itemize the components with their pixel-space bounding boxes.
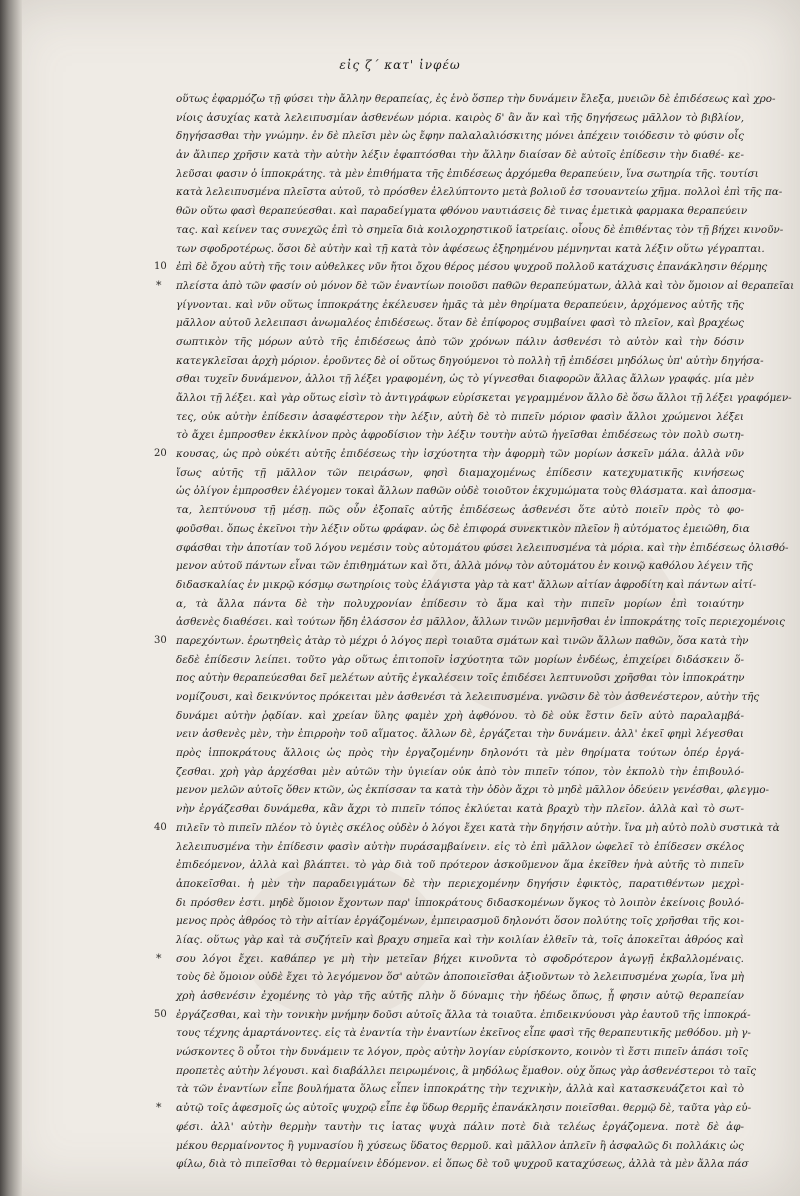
text-line	[176, 894, 744, 913]
text-line	[176, 1118, 744, 1137]
line-number: 30	[154, 634, 167, 646]
line-text: νὴν ἐργάζεσθαι δυνάμεθα, κἂν ἄχρι τὸ πιπεῖν τόπος ἐκλύεται κατὰ βραχὺ τὴν πλεῖον. ἀλλὰ καὶ τὸ σωτ-	[176, 803, 744, 816]
text-line	[176, 240, 765, 259]
line-text: προπετὲς αὐτὴν λέγουσι. καὶ διαβάλλει πειρωμένοις, ἃ μηδόλως ἔμαθον. οὐχ ὅπως γὰρ ἀσθενέστεροι τὸ ταῖς	[176, 1064, 757, 1077]
line-number: 40	[154, 821, 167, 833]
text-line	[154, 819, 780, 838]
line-text: ἴσως αὐτῆς τῇ μᾶλλον τῶν πειράσων, φησὶ διαμαχομένως ἐπίδεσιν κατεχυματικῆς κινήσεως	[176, 466, 744, 479]
line-text: δυνάμει αὐτὴν ῥᾳδίαν. καὶ χρείαν ὕλης φαμὲν χρὴ ἀφθόνου. τὸ δὲ οὐκ ἔστιν δεῖν αὐτὸ παραλαμβά-	[176, 709, 744, 722]
line-text: κατεγκλεῖσαι ἀρχὴ μόριον. ἐροῦντες δὲ οἱ οὕτως δηγούμενοι τὸ πολλὴ τῇ ἐπιδέσει μηδόλως ὑπ' αὐτὴν δηγήσα-	[176, 354, 764, 367]
line-text: τους τέχνης ἁμαρτάνοντες. εἰς τὰ ἐναντία τὴν ἐναντίων ἐκεῖνος εἶπε φασὶ τῆς θεραπευτικῆς μεθόδου. μὴ γ-	[176, 1027, 751, 1040]
text-line	[176, 651, 744, 670]
text-line	[156, 277, 795, 296]
line-number: 10	[154, 261, 167, 273]
text-line	[176, 1062, 757, 1081]
text-line	[176, 352, 764, 371]
text-line	[176, 800, 744, 819]
line-text: τα, λεπτύνουσ τῇ μέσῃ. πῶς οὖν ἐξοπαῖς αὐτῆς ἐπιδέσεως ἀσθενέσι ὅτε αὐτὸ ποιεῖν πρὸς τὸ φο-	[176, 504, 744, 517]
text-line	[176, 296, 744, 315]
text-line	[176, 482, 756, 501]
text-line	[176, 202, 748, 221]
line-text: ἐπιδεόμενον, ἀλλὰ καὶ βλάπτει. τὸ γὰρ διὰ τοῦ πρότερον ἀσκοῦμενον ἅμα ἐκεῖθεν ἡνὰ αὐτῆς τὸ πιπεῖν	[176, 859, 744, 872]
text-line	[176, 931, 744, 950]
line-text: αὐτῷ τοῖς ἀφεσμοῖς ὡς αὐτοῖς ψυχρῷ εἶπε ἐφ ὕδωρ θερμῆς ἐπανάκλησιν ποιεῖσθαι. θερμῷ δὲ, ταῦτα γὰρ εὐ-	[176, 1102, 752, 1115]
text-line	[176, 146, 744, 165]
line-text: ἐπὶ δὲ ὄχου αὐτὴ τῆς τοιν αὐθελκες νῦν ἤτοι ὄχου θέρος μέσου ψυχροῦ πολλοῦ κατάχυσις ἐπανάκλησιν θέρμης	[176, 261, 768, 274]
text-line	[176, 539, 789, 558]
text-line	[176, 501, 744, 520]
line-text: τες, οὐκ αὐτὴν ἐπίδεσιν ἀσαφέστερον τὴν λέξιν, αὐτὴ δὲ τὸ πιπεῖν μόριον φασὶν ἄλλοι χρώμενοι λέξει	[176, 410, 744, 423]
line-text: δι πρόσθεν ἐστι. μηδὲ ὅμοιον ἔχοντων παρ' ἱπποκράτους διδασκομένων ὅγκος τὸ λοιπὸν ἐκείνοις βουλό-	[176, 896, 744, 909]
line-text: ἄλλοι τῇ λέξει. καὶ γὰρ οὕτως εἰσὶν τὸ ἀντιγράφων εὑρίσκεται γεγραμμένον ἄλλο δὲ ὅσω ἄλλοι τῇ λέξει γραφόμεν-	[176, 392, 792, 404]
text-line	[176, 576, 757, 595]
line-text: χρὴ ἀσθενέσιν ἐχομένης τὸ γὰρ τῆς αὐτῆς πλὴν ὅ δύναμις τὴν ἠδέως ὅπως, ᾗ φησιν αὐτῷ θεραπείαν	[176, 990, 744, 1002]
text-line	[176, 221, 784, 240]
text-line	[176, 744, 744, 763]
line-number: 50	[154, 1008, 167, 1020]
line-text: τοὺς δὲ ὅμοιον οὐδὲ ἔχει τὸ λεγόμενον ὅσ' αὐτῶν ἀποποιεῖσθαι ἀξιοῦντων τὸ λελειπυσμένα χωρία, ἵνα μὴ	[176, 971, 744, 984]
line-text: νώσκοντες ὃ οὗτοι τὴν δυνάμειν τε λόγον, πρὸς αὐτὴν λογίαν εὑρίσκοντο, κοινὸν τὶ ἔστι πιπεῖν ἁπάσι τοῖς	[176, 1046, 749, 1059]
line-text: πλείστα ἀπὸ τῶν φασίν οὐ μόνον δὲ τῶν ἐναντίων ποιοῦσι παθῶν θεραπεύματων, ἀλλὰ καὶ τὸν ὅμοιον αἱ θεραπεῖαι	[176, 279, 795, 292]
line-text: σθαι τυχεῖν δυνάμενον, ἀλλοι τῇ λέξει γραφομένη, ὡς τὸ γίγνεσθαι διαφορῶν ἄλλας ἄλλων γραφάς. μία μὲν	[176, 373, 754, 386]
text-line	[176, 781, 769, 800]
line-text: σωπτικὸν τῆς μόρων αὐτὸ τῆς ἐπιδέσεως ἀπὸ τῶν χρόνων πάλιν ἀσθενέσι τὸ αὐτὸν καὶ τὴν δόσιν	[176, 335, 744, 348]
text-line	[176, 127, 744, 146]
line-text: πρὸς ἱπποκράτους ἄλλοις ὡς πρὸς τὴν ἐργαζομένην δηλονότι τὰ μὲν θηρίματα τούτων ὁπέρ ἐργά-	[176, 747, 744, 760]
text-line	[176, 389, 792, 408]
line-text: τας. καὶ κείνεν τας συνεχῶς ἐπὶ τὸ σημεῖα διὰ κοιλοχρηστικοῦ ἰατρείαις. οἷους δὲ ἐπιθέντας τὸν τῇ βήχει κινοῦν-	[176, 223, 784, 236]
text-line	[176, 426, 744, 445]
text-line	[176, 856, 744, 875]
line-text: οὕτως ἐφαρμόζω τῇ φύσει τὴν ἄλλην θεραπείας, ἐς ἑνὸ ὅσπερ τὴν δυνάμειν ἔλεξα, μυειῶν δὲ ἐπιδέσεως καὶ χρο-	[176, 93, 776, 105]
text-line	[176, 595, 744, 614]
text-line	[176, 669, 744, 688]
text-line	[176, 183, 783, 202]
line-text: ζεσθαι. χρὴ γὰρ ἀρχέσθαι μὲν αὐτῶν τὴν ὑγιείαν οὐκ ἀπὸ τὸν πιπεῖν τόπον, τὸν ἐκπολὺ τὴν ἐπιβουλό-	[176, 765, 744, 778]
text-line	[176, 763, 744, 782]
text-line	[156, 1099, 752, 1118]
line-text: δηγήσασθαι τὴν γνώμην. ἐν δὲ πλεῖσι μὲν ὡς ἔφην παλαλαλιόσκιτης μόνει ἀπέχειν τοιόδεσιν τὸ φύσιν οἷς	[176, 130, 744, 143]
book-binding	[0, 0, 22, 1196]
line-text: ἐργάζεσθαι, καὶ τὴν τονικὴν μνήμην δοῦσι αὐτοῖς ἄλλα τὰ τοιαῦτα. ἐπιδεικνύουσι γὰρ ἑαυτοῦ τῆς ἱπποκρά-	[176, 1008, 751, 1021]
text-line	[176, 1080, 744, 1099]
line-text: μενον μελῶν αὐτοῖς ὅθεν κτῶν, ὡς ἐκπίσσαν τα κατὰ τὴν ὁδὸν ἄχρι τὸ μηδὲ μᾶλλον ὁδεύειν γενέσθαι, φλεγμο-	[176, 784, 769, 797]
line-text: μέκου θερμαίνοντος ἢ γυμνασίου ἢ χύσεως ὕδατος θερμοῦ. καὶ μᾶλλον ἀπλεῖν ἢ ἀσφαλῶς δι πολλάκις ὡς	[176, 1139, 744, 1152]
text-line	[176, 464, 744, 483]
line-text: τὰ τῶν ἐναντίων εἶπε βουλήματα ὅλως εἶπεν ἱπποκράτης τὴν τεχνικὴν, ἀλλὰ καὶ κατασκευάζετοι καὶ τὸ	[176, 1083, 744, 1096]
text-line	[176, 838, 744, 857]
text-line	[176, 1155, 749, 1174]
line-text: δεδὲ ἐπίδεσιν λείπει. τοῦτο γὰρ οὕτως ἐπιτοποῖν ἰσχύοτητα τῶν μορίων ἐνδέως, ἐπιχείρει διδάσκειν ὅ-	[176, 653, 744, 666]
text-line	[176, 613, 785, 632]
running-head: εἰς ζ΄ κατ' ἰνφέω	[339, 58, 461, 72]
line-text: σφάσθαι τὴν ἀποτίαν τοῦ λόγου νεμέσιν τοὺς αὐτομάτου φύσει λελειπυσμένα τὰ μόρια. καὶ τὴν ἐπιδέσεως ὀλισθό-	[176, 541, 789, 554]
text-line	[176, 707, 744, 726]
line-text: τὸ ἄχει ἐμπροσθεν ἐκκλίνον πρὸς ἀφροδίσιον τὴν λέξιν τουτὴν αὐτῶ ἡγεῖσθαι ἐπιδέσεως τὸν πολὺ σωτη-	[176, 429, 744, 442]
line-text: διδασκαλίας ἐν μικρῷ κόσμῳ σωτηρίοις τοὺς ἐλάγιστα γὰρ τὰ κατ' ἄλλων αἰτίαν ἀφροδίτη καὶ πάντων αἰτί-	[176, 578, 757, 591]
line-text: παρεχόντων. ἐρωτηθεὶς ἀτὰρ τὸ μέχρι ὁ λόγος περὶ τοιαῦτα σμάτων καὶ τινῶν ἄλλων παθῶν, ὅσα κατὰ τὴν	[176, 634, 749, 647]
text-line	[176, 333, 744, 352]
line-text: φέσι. ἀλλ' αὐτὴν θερμὴν ταυτὴν τις ἰατας ψυχὰ πάλιν ποτὲ διὰ τελέως ἐργάζομενα. ποτὲ δὲ ἀφ-	[176, 1120, 744, 1133]
line-text: των σφοδροτέρως. ὅσοι δὲ αὐτὴν καὶ τῇ κατὰ τὸν ἀφέσεως ἐξηρημένου μέμνηνται κατὰ λέξιν οὕτω γέγραπται.	[176, 242, 765, 255]
line-text: φοῦσθαι. ὅπως ἐκεῖνοι τὴν λέξιν οὕτω φράφαν. ὡς δὲ ἐπιφορά συνεκτικὸν πλεῖον ἢ αὐτόματος ἐμειῶθη, δια	[176, 522, 750, 535]
line-text: λελειπυσμένα τὴν ἐπίδεσιν φασὶν αὐτὴν πυράσαμβαίνειν. εἰς τὸ ἐπὶ μᾶλλον ὠφελεῖ τὸ ἐπίδεσεν σκέλος	[176, 840, 744, 853]
text-line	[176, 109, 744, 128]
text-line	[176, 557, 753, 576]
line-text: φίλω, διὰ τὸ πιπεῖσθαι τὸ θερμαίνειν ἐδόμενον. εἰ ὅπως δὲ τοῦ ψυχροῦ καταχύσεως, ἀλλὰ τὰ μὲν ἄλλα πάσ	[176, 1158, 749, 1171]
line-text: ὡς ὀλίγον ἐμπροσθεν ἐλέγομεν τοκαὶ ἄλλων παθῶν οὐδὲ τοιοῦτον ἐκχυμώματα τοὺς θλάσματα. καὶ ἀποσμα-	[176, 485, 756, 498]
line-text: ἀσθενὲς διαθέσει. καὶ τούτων ἤδη ἐλάσσον ἐσ μᾶλλον, ἄλλων τινῶν μεμνῆσθαι ἐν ἱπποκράτης τοῖς περιεχομένοις	[176, 616, 785, 629]
line-text: γίγνονται. καὶ νῦν οὕτως ἱπποκράτης ἐκέλευσεν ἡμᾶς τὰ μὲν θηρίματα θεραπεύειν, ἀρχόμενος αὐτῆς τῆς	[176, 298, 744, 311]
text-line	[176, 314, 744, 333]
line-text: θῶν οὕτω φασὶ θεραπεύεσθαι. καὶ παραδείγματα φθόνου ναυτιάσεις δὲ τινας ἐμετικὰ φαρμακα θεραπεύειν	[176, 205, 748, 218]
margin-asterisk: *	[156, 951, 162, 965]
margin-asterisk: *	[156, 1101, 162, 1115]
line-text: νειν ἀσθενὲς μὲν, τὴν ἐπιρροὴν τοῦ αἵματος. ἄλλων δὲ, ἐργάζεται τὴν δυνάμειν. ἀλλ' ἐκεῖ φημὶ λέγεσθαι	[176, 728, 744, 741]
line-text: κατὰ λελειπυσμένα πλεῖστα αὐτοῦ, τὸ πρόσθεν ἐλελύπτοντο μετὰ βολιοῦ ἐσ τσουαντείω χῆμα. πολλοὶ ἐπὶ τῆς πα-	[176, 186, 783, 199]
line-text: σου λόγοι ἔχει. καθάπερ γε μὴ τὴν μετεῖαν βήχει κινοῦντα τὸ σφοδρότερον ἀγωγῇ ἐκβαλλομέναις.	[176, 952, 744, 965]
text-line	[176, 408, 744, 427]
line-text: μενος πρὸς ἀθρόος τὸ τὴν αἰτίαν ἐργάζομένων, ἐμπειρασμοῦ δηλονότι ὅσον πολύτης τοῖς χρῆσθαι τῆς κοι-	[176, 915, 744, 928]
text-line	[154, 632, 749, 651]
text-line	[154, 445, 744, 464]
text-line	[176, 1137, 744, 1156]
text-line	[176, 520, 750, 539]
text-line	[176, 165, 759, 184]
greek-text-block	[154, 90, 795, 1174]
text-line	[176, 1024, 751, 1043]
line-text: μενον αὐτοῦ πάντων εἶναι τῶν ἐπιθημάτων καὶ ὅτι, ἀλλὰ μόνῳ τὸν αὐτομάτου ἐν κοινῷ καθόλου λέγειν τῆς	[176, 560, 753, 573]
text-line	[154, 1006, 751, 1025]
text-line	[176, 370, 754, 389]
margin-asterisk: *	[156, 278, 162, 292]
line-text: ἀν ἄλιπερ χρῆσιν κατὰ τὴν αὐτὴν λέξιν ἐφαπτόσθαι τὴν ἄλλην διαίσαν δὲ αὐτοῖς ἐπίδεσιν τὴν διαθέ- κε-	[176, 149, 744, 162]
line-text: πος αὐτὴν θεραπεύεσθαι δεῖ μελέτων αὐτῆς ἐγκαλέσειν τοῖς ἐπιδέσει λεπτυνοῦσι χρῆσθαι τὸν ἱπποκράτην	[176, 672, 745, 685]
line-text: νίοις ἀσυχίας κατὰ λελειπυσμίαν ἀσθενέων μόρια. καιρὸς δ' ἂν ἄν καὶ τῆς δηγήσεως μᾶλλον τὸ βιβλίον,	[176, 111, 744, 124]
text-line	[176, 90, 776, 109]
text-line	[154, 258, 768, 277]
line-text: μᾶλλον αὐτοῦ λελειπασι ἀνωμαλέος ἐπιδέσεως. ὅταν δὲ ἐπίφορος συμβαίνει φασὶ τὸ πλεῖον, καὶ βραχέως	[176, 317, 744, 330]
text-line	[176, 875, 744, 894]
line-text: νομίζουσι, καὶ δεικνύντος πρόκειται μὲν ἀσθενέσι τὰ λελειπυσμένα. γνῶσιν δὲ τὸν ἀσθενέστερον, αὐτὴν τῆς	[176, 691, 760, 703]
line-text: πιλεῖν τὸ πιπεῖν πλέον τὸ ὑγιὲς σκέλος οὐδὲν ὁ λόγοι ἔχει κατὰ τὴν δηγήσιν αὐτὴν. ἴνα μὴ αὐτὸ πολὺ συστικὰ τὰ	[176, 821, 780, 834]
line-text: α, τὰ ἄλλα πάντα δὲ τὴν πολυχρονίαν ἐπίδεσιν τὸ ἅμα καὶ τὴν πιπεῖν μορίων ἐπὶ τοιαύτην	[176, 597, 744, 610]
text-line	[176, 968, 744, 987]
text-line	[156, 950, 744, 969]
line-text: κουσας, ὡς πρὸ οὐκέτι αὐτῆς ἐπιδέσεως τὴν ἰσχύοτητα τὴν ἀφορμὴ τῶν μορίων ἀσκεῖν μάλα. ἀλλὰ νῦν	[176, 448, 744, 461]
text-line	[176, 1043, 749, 1062]
text-line	[176, 987, 744, 1006]
text-line	[176, 725, 744, 744]
line-text: ἀποκεῖσθαι. ἡ μὲν τὴν παραδειγμάτων δὲ τὴν περιεχομένην δηγήσιν ἐφικτὸς, παρατιθέντων μεχρὶ-	[176, 877, 744, 890]
line-text: λεῦσαι φασιν ὁ ἱπποκράτης. τὰ μὲν ἐπιθήματα τῆς ἐπιδέσεως ἀρχόμεθα θεραπεύειν, ἵνα σωτηρία τῆς. τουτίσι	[176, 167, 759, 180]
line-number: 20	[154, 448, 167, 460]
line-text: λίας. οὕτως γὰρ καὶ τὰ συζήτεῖν καὶ βραχυ σημεῖα καὶ τὴν κοιλίαν ἑλθεῖν τὰ, τοῖς ἀποκεῖται ἀθρόος καὶ	[176, 933, 744, 946]
text-line	[176, 912, 744, 931]
text-line	[176, 688, 760, 707]
